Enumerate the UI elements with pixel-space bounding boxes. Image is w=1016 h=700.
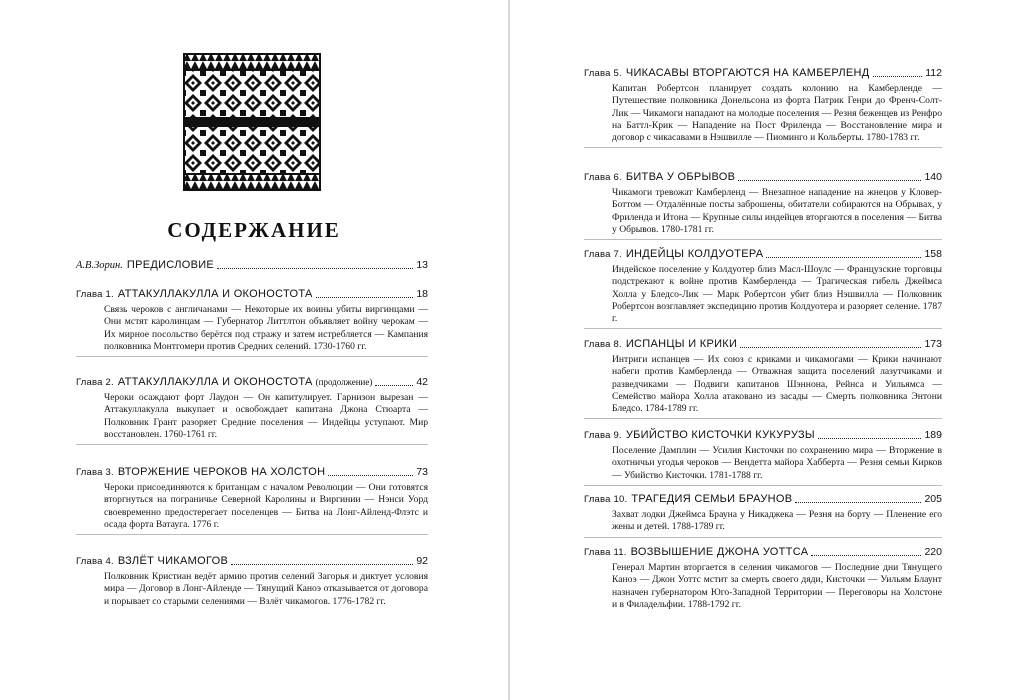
toc-entry-chapter-1[interactable] bbox=[76, 288, 428, 357]
entry-description: Чероки осаждают форт Лаудон — Он капитулирует. Гарнизон вырезан — Аттакуллакулла выкупает и освобождает капитана Джона Стюарта — Полковник Грант разоряет Средние поселения — Индейцы уступают. Мир восстановлен. 1760-1761 гг. bbox=[104, 392, 428, 440]
divider bbox=[584, 147, 942, 148]
entry-title: АТТАКУЛЛАКУЛЛА И ОКОНОСТОТА bbox=[117, 376, 313, 388]
entry-chapter-label: Глава 7. bbox=[584, 249, 622, 260]
leader-dots bbox=[328, 474, 413, 476]
entry-chapter-label: Глава 3. bbox=[76, 467, 114, 478]
entry-title: АТТАКУЛЛАКУЛЛА И ОКОНОСТОТА bbox=[117, 288, 313, 300]
leader-dots bbox=[795, 501, 921, 503]
entry-page-number: 112 bbox=[925, 67, 942, 79]
entry-author: А.В.Зорин. bbox=[76, 260, 123, 271]
entry-chapter-label: Глава 10. bbox=[584, 494, 628, 505]
entry-title: ВТОРЖЕНИЕ ЧЕРОКОВ НА ХОЛСТОН bbox=[117, 466, 326, 478]
entry-page-number: 13 bbox=[416, 259, 428, 271]
toc-entry-chapter-9[interactable] bbox=[584, 429, 942, 486]
leader-dots bbox=[217, 267, 413, 269]
entry-chapter-label: Глава 11. bbox=[584, 547, 627, 558]
divider bbox=[76, 444, 428, 445]
entry-description: Капитан Робертсон планирует создать колонию на Камберленде — Путешествие полковника Донельсона из форта Патрик Генри до Френч-Солт-Лик — Чикамоги нападают на молодые поселения — Резня беженцев из Ренфро на Баттл-Крик — Нападение на Пост Фриленда — Восстановление мира и договор с чикасавами в Нэшвилле — Пиоминго и Кольберты. 1780-1783 гг. bbox=[612, 83, 942, 144]
toc-entry-chapter-10[interactable] bbox=[584, 493, 942, 538]
entry-page-number: 220 bbox=[924, 546, 942, 558]
entry-title: ИНДЕЙЦЫ КОЛДУОТЕРА bbox=[625, 248, 764, 260]
toc-entry-chapter-8[interactable] bbox=[584, 338, 942, 419]
divider bbox=[76, 534, 428, 535]
entry-page-number: 158 bbox=[924, 248, 942, 260]
entry-page-number: 173 bbox=[924, 338, 942, 350]
ornament-pattern-icon bbox=[183, 53, 321, 191]
entry-description: Генерал Мартин вторгается в селения чикамогов — Последние дни Тянущего Каноэ — Джон Уоттс мстит за смерть своего дяди, Кисточки — Уильям Блаунт назначен губернатором Юго-Западной Территории — Переговоры на Холстоне и в Филадельфии. 1788-1792 гг. bbox=[612, 562, 942, 610]
divider bbox=[584, 239, 942, 240]
entry-description: Чероки присоединяются к британцам с началом Революции — Они готовятся вторгнуться на пограничье Северной Каролины и Виргинии — Нэнси Уорд своевременно предостерегает поселенцев — Битва на Лонг-Айленд-Флэтс и осада форта Ватауга. 1776 г. bbox=[104, 482, 428, 530]
entry-chapter-label: Глава 4. bbox=[76, 556, 114, 567]
entry-description: Захват лодки Джеймса Брауна у Никаджека — Резня на борту — Пленение его жены и детей. 1788-1789 гг. bbox=[612, 509, 942, 533]
toc-entry-chapter-6[interactable] bbox=[584, 171, 942, 240]
entry-title: ВЗЛЁТ ЧИКАМОГОВ bbox=[117, 555, 229, 567]
entry-title: ЧИКАСАВЫ ВТОРГАЮТСЯ НА КАМБЕРЛЕНД bbox=[625, 67, 870, 79]
entry-chapter-label: Глава 9. bbox=[584, 430, 622, 441]
entry-description: Индейское поселение у Колдуотер близ Масл-Шоулс — Французские торговцы подстрекают к войне против Камберленда — Трагическая гибель Джеймса Холла у Бледсо-Лик — Марк Робертсон убит близ Нэшвилла — Полковник Робертсон возглавляет экспедицию против Колдуотера и разоряет селение. 1787 г. bbox=[612, 264, 942, 325]
divider bbox=[584, 418, 942, 419]
entry-description: Связь чероков с англичанами — Некоторые их воины убиты виргинцами — Они мстят каролинцам — Губернатор Литтлтон объявляет войну черокам — Их мирное посольство берётся под стражу и затем истребляется — Кампания полковника Монтгомери против Средних селений. 1730-1760 гг. bbox=[104, 304, 428, 352]
toc-entry-chapter-2[interactable] bbox=[76, 376, 428, 445]
entry-description: Поселение Дамплин — Усилия Кисточки по сохранению мира — Вторжение в охотничьи угодья чероков — Вендетта майора Хабберта — Резня семьи Кирков — Убийство Кисточки. 1781-1788 гг. bbox=[612, 445, 942, 481]
leader-dots bbox=[316, 296, 414, 298]
entry-description: Интриги испанцев — Их союз с криками и чикамогами — Крики начинают набеги против Камберленда — Отважная защита поселений лазутчиками и разведчиками — Подвиги капитанов Шэннона, Рейнса и Уильямса — Семейство майора Холла атаковано из засады — Смерть полковника Энтони Бледсо. 1784-1789 гг. bbox=[612, 354, 942, 415]
entry-chapter-label: Глава 8. bbox=[584, 339, 622, 350]
entry-page-number: 73 bbox=[416, 466, 428, 478]
divider bbox=[76, 356, 428, 357]
entry-title: ПРЕДИСЛОВИЕ bbox=[126, 259, 215, 271]
entry-chapter-label: Глава 1. bbox=[76, 289, 114, 300]
divider bbox=[584, 537, 942, 538]
toc-entry-preface[interactable] bbox=[76, 259, 428, 272]
entry-title-suffix: (продолжение) bbox=[315, 377, 373, 387]
leader-dots bbox=[818, 437, 922, 439]
leader-dots bbox=[740, 346, 921, 348]
toc-entry-chapter-7[interactable] bbox=[584, 248, 942, 329]
entry-page-number: 189 bbox=[924, 429, 942, 441]
entry-page-number: 42 bbox=[416, 376, 428, 388]
divider bbox=[584, 328, 942, 329]
leader-dots bbox=[873, 75, 923, 77]
leader-dots bbox=[738, 179, 921, 181]
toc-title: СОДЕРЖАНИЕ bbox=[167, 218, 341, 242]
entry-page-number: 140 bbox=[924, 171, 942, 183]
entry-title: БИТВА У ОБРЫВОВ bbox=[625, 171, 736, 183]
toc-entry-chapter-3[interactable] bbox=[76, 466, 428, 535]
entry-title: ВОЗВЫШЕНИЕ ДЖОНА УОТТСА bbox=[630, 546, 809, 558]
entry-page-number: 205 bbox=[924, 493, 942, 505]
leader-dots bbox=[375, 384, 413, 386]
entry-title: ИСПАНЦЫ И КРИКИ bbox=[625, 338, 738, 350]
entry-chapter-label: Глава 2. bbox=[76, 377, 114, 388]
leader-dots bbox=[231, 563, 413, 565]
toc-entry-chapter-11[interactable] bbox=[584, 546, 942, 611]
entry-chapter-label: Глава 5. bbox=[584, 68, 622, 79]
entry-description: Чикамоги тревожат Камберленд — Внезапное нападение на жнецов у Кловер-Боттом — Отдалённые посты заброшены, обитатели собираются на Обрывах, у Фриленда и Итона — Крупные силы индейцев вторгаются в поселения — Битва у Обрывов. 1780-1781 гг. bbox=[612, 187, 942, 235]
entry-title: ТРАГЕДИЯ СЕМЬИ БРАУНОВ bbox=[631, 493, 793, 505]
leader-dots bbox=[766, 256, 921, 258]
entry-chapter-label: Глава 6. bbox=[584, 172, 622, 183]
right-page bbox=[510, 0, 1016, 700]
toc-entry-chapter-5[interactable] bbox=[584, 67, 942, 148]
leader-dots bbox=[811, 554, 921, 556]
entry-title: УБИЙСТВО КИСТОЧКИ КУКУРУЗЫ bbox=[625, 429, 815, 441]
entry-page-number: 92 bbox=[416, 555, 428, 567]
entry-description: Полковник Кристиан ведёт армию против селений Загорья и диктует условия мира — Договор в Лонг-Айленде — Тянущий Каноэ отказывается от договора и порывает со старыми селениями — Взлёт чикамогов. 1776-1782 гг. bbox=[104, 571, 428, 607]
toc-entry-chapter-4[interactable] bbox=[76, 555, 428, 608]
entry-page-number: 18 bbox=[416, 288, 428, 300]
divider bbox=[584, 485, 942, 486]
